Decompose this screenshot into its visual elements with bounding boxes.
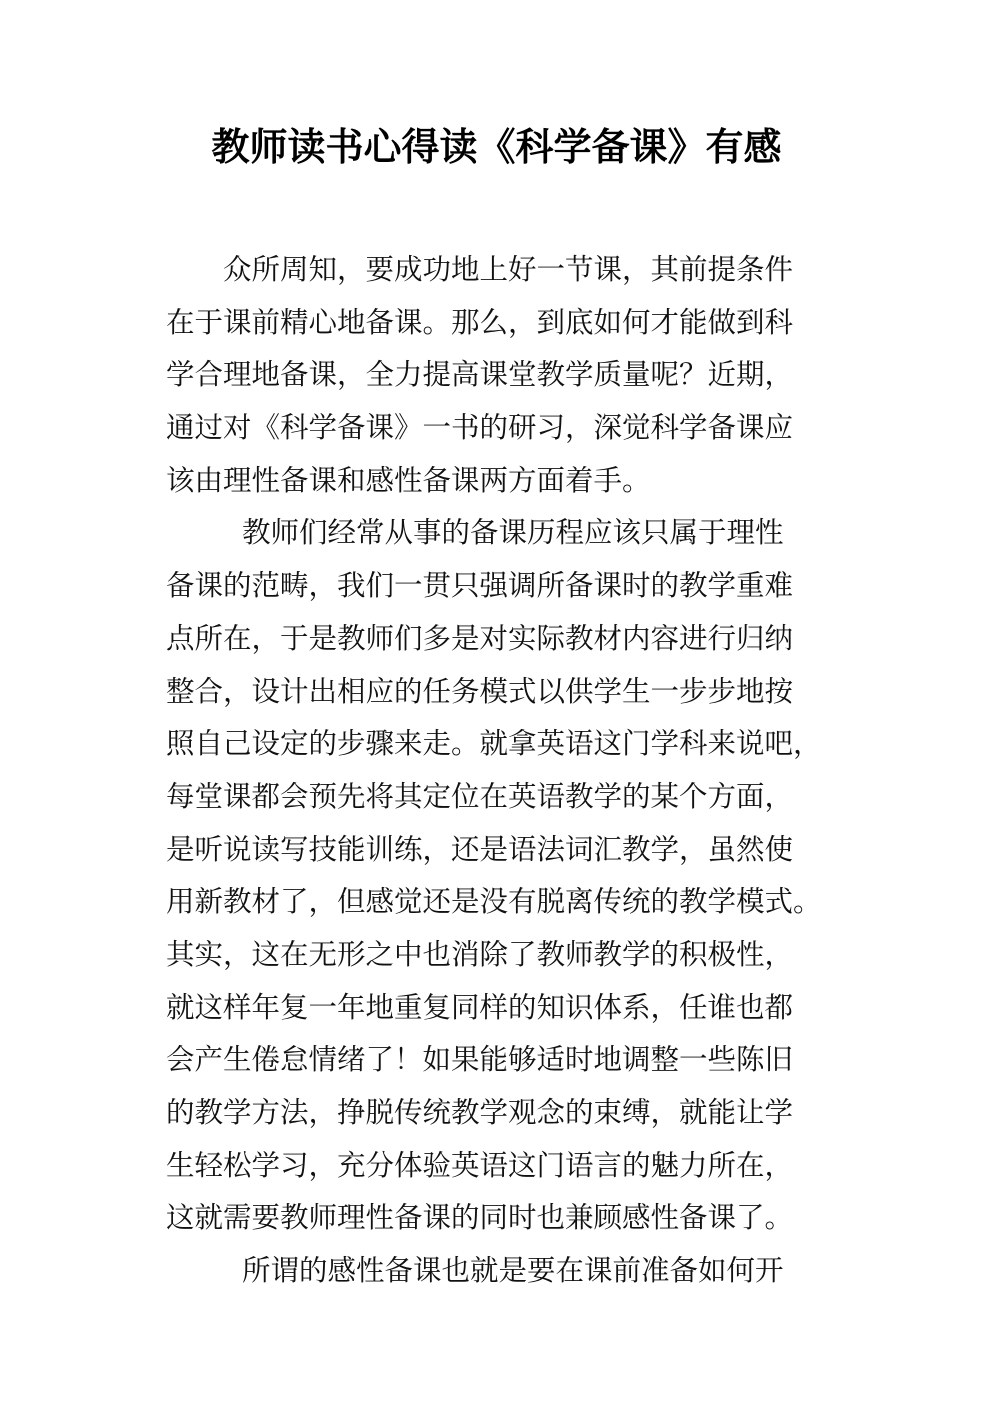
- paragraph-line: 每堂课都会预先将其定位在英语教学的某个方面，: [166, 779, 794, 813]
- paragraph-line: 用新教材了，但感觉还是没有脱离传统的教学模式。: [166, 885, 822, 919]
- paragraph-line: 整合，设计出相应的任务模式以供学生一步步地按: [166, 674, 794, 708]
- document-title: 教师读书心得读《科学备课》有感: [211, 125, 782, 169]
- paragraph-line: 在于课前精心地备课。那么，到底如何才能做到科: [166, 305, 794, 339]
- paragraph-1: [166, 244, 866, 507]
- paragraph-line: 学合理地备课，全力提高课堂教学质量呢？近期，: [166, 358, 794, 392]
- paragraph-line: 备课的范畴，我们一贯只强调所备课时的教学重难: [166, 569, 794, 603]
- paragraph-line: 照自己设定的步骤来走。就拿英语这门学科来说吧，: [166, 727, 822, 761]
- paragraph-line: 教师们经常从事的备课历程应该只属于理性: [242, 516, 784, 550]
- paragraph-line: 所谓的感性备课也就是要在课前准备如何开: [242, 1254, 784, 1288]
- paragraph-line: 点所在，于是教师们多是对实际教材内容进行归纳: [166, 621, 794, 655]
- paragraph-line: 通过对《科学备课》一书的研习，深觉科学备课应: [166, 411, 794, 445]
- paragraph-line: 的教学方法，挣脱传统教学观念的束缚，就能让学: [166, 1096, 794, 1129]
- paragraph-2: [166, 507, 866, 1245]
- paragraph-line: 这就需要教师理性备课的同时也兼顾感性备课了。: [166, 1201, 794, 1235]
- paragraph-line: 是听说读写技能训练，还是语法词汇教学，虽然使: [166, 832, 794, 866]
- paragraph-line: 众所周知，要成功地上好一节课，其前提条件: [223, 253, 794, 286]
- paragraph-line: 会产生倦怠情绪了！如果能够适时地调整一些陈旧: [166, 1043, 794, 1077]
- paragraph-line: 该由理性备课和感性备课两方面着手。: [166, 463, 651, 497]
- paragraph-3: [166, 1245, 866, 1298]
- document-body: [166, 244, 866, 1298]
- paragraph-line: 就这样年复一年地重复同样的知识体系，任谁也都: [166, 990, 794, 1024]
- paragraph-line: 生轻松学习，充分体验英语这门语言的魅力所在，: [166, 1148, 794, 1182]
- paragraph-line: 其实，这在无形之中也消除了教师教学的积极性，: [166, 937, 794, 971]
